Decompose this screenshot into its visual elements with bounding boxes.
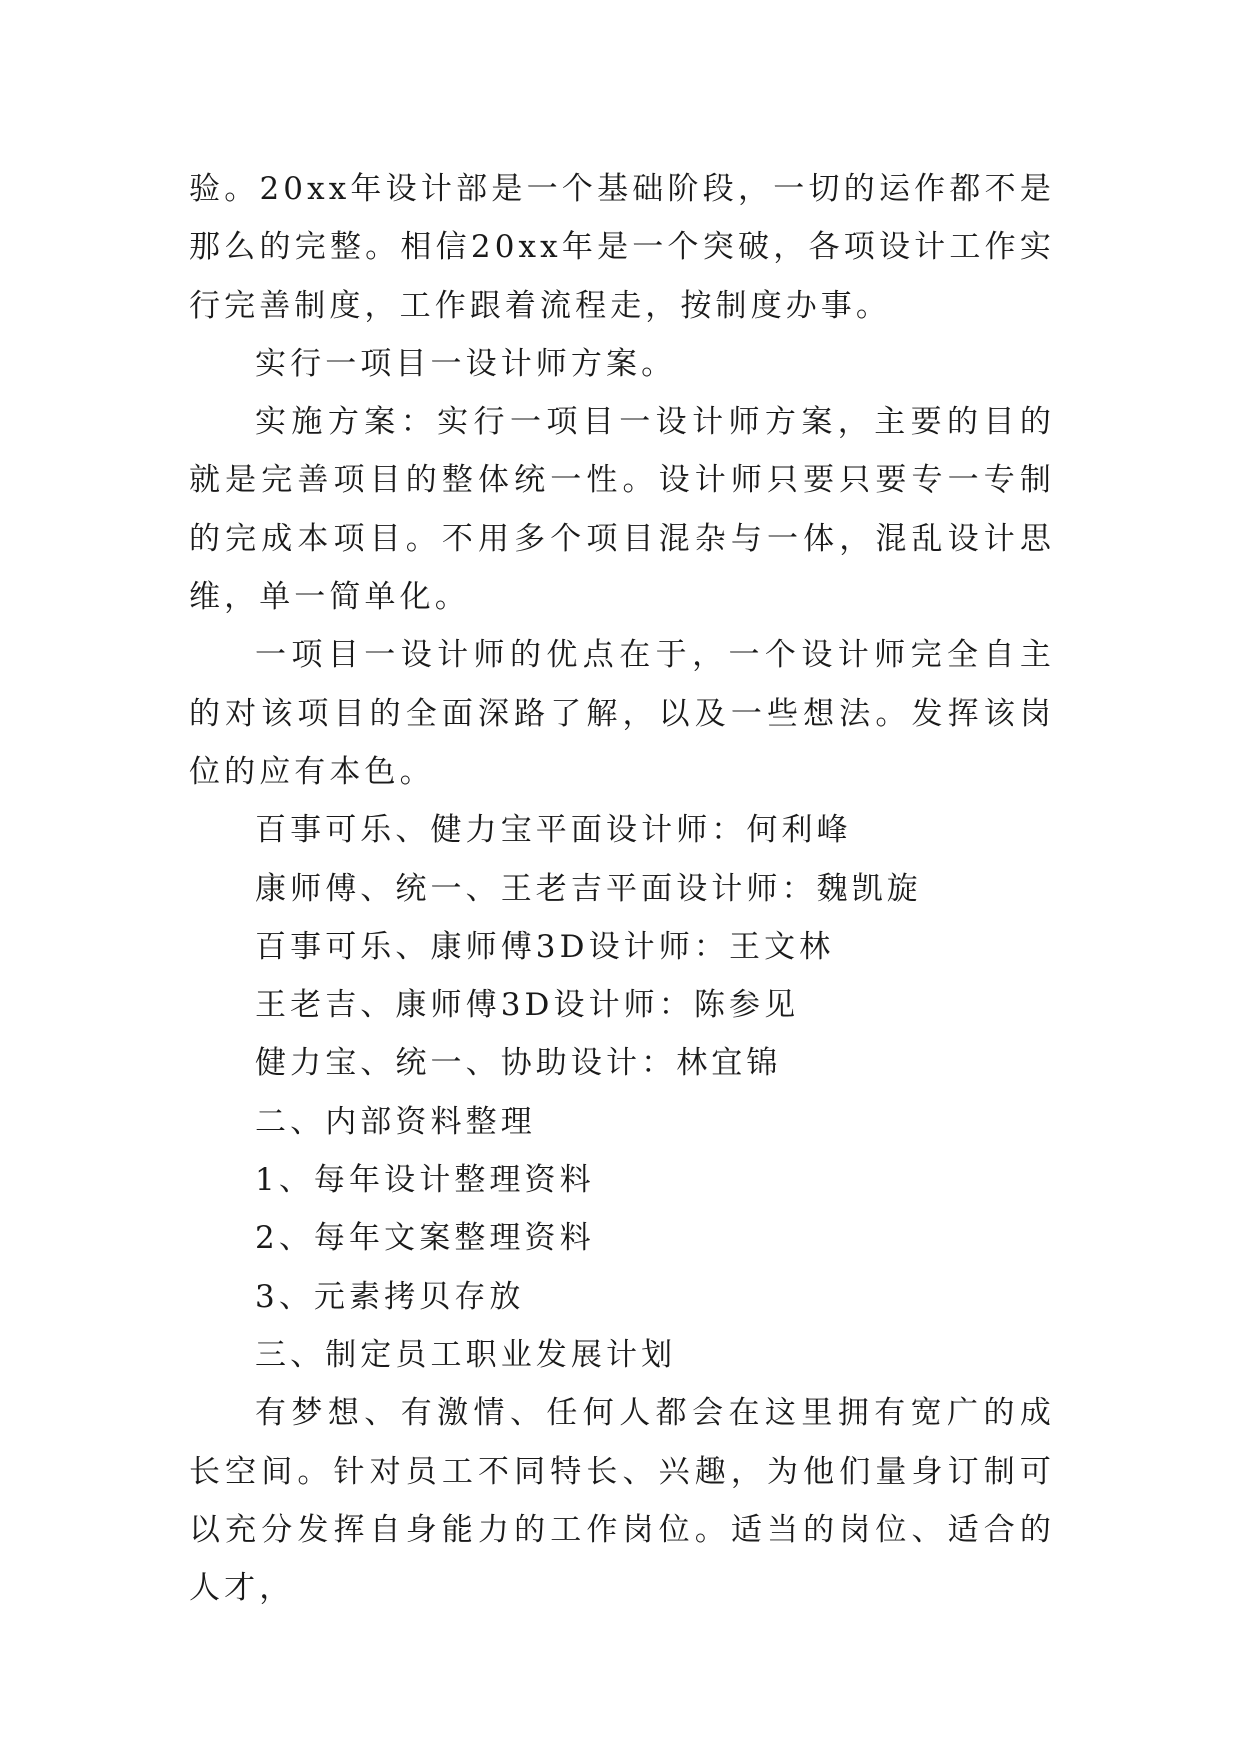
- paragraph: 实行一项目一设计师方案。: [255, 345, 677, 382]
- paragraph: 一项目一设计师的优点在于，一个设计师完全自主的对该项目的全面深路了解，以及一些想法。发挥该岗位的应有本色。: [189, 637, 1055, 790]
- designer-assignment-line: 健力宝、统一、协助设计：林宜锦: [255, 1045, 782, 1082]
- designer-assignment-line: 百事可乐、健力宝平面设计师：何利峰: [255, 812, 852, 849]
- section-heading: 二、内部资料整理: [255, 1103, 536, 1140]
- designer-assignment-line: 百事可乐、康师傅3D设计师：王文林: [255, 928, 835, 965]
- designer-assignment-line: 康师傅、统一、王老吉平面设计师：魏凯旋: [255, 870, 922, 907]
- document-body: [189, 160, 1055, 1617]
- paragraph: 验。20xx年设计部是一个基础阶段，一切的运作都不是那么的完整。相信20xx年是一个突破，各项设计工作实行完善制度，工作跟着流程走，按制度办事。: [189, 171, 1055, 324]
- section-heading: 三、制定员工职业发展计划: [255, 1336, 677, 1373]
- paragraph: 实施方案：实行一项目一设计师方案，主要的目的就是完善项目的整体统一性。设计师只要只要专一专制的完成本项目。不用多个项目混杂与一体，混乱设计思维，单一简单化。: [189, 404, 1055, 616]
- list-item: 2、每年文案整理资料: [255, 1220, 595, 1257]
- list-item: 3、元素拷贝存放: [255, 1278, 525, 1315]
- designer-assignment-line: 王老吉、康师傅3D设计师：陈参见: [255, 987, 800, 1024]
- paragraph: 有梦想、有激情、任何人都会在这里拥有宽广的成长空间。针对员工不同特长、兴趣，为他们量身订制可以充分发挥自身能力的工作岗位。适当的岗位、适合的人才，: [189, 1395, 1055, 1607]
- list-item: 1、每年设计整理资料: [255, 1162, 595, 1199]
